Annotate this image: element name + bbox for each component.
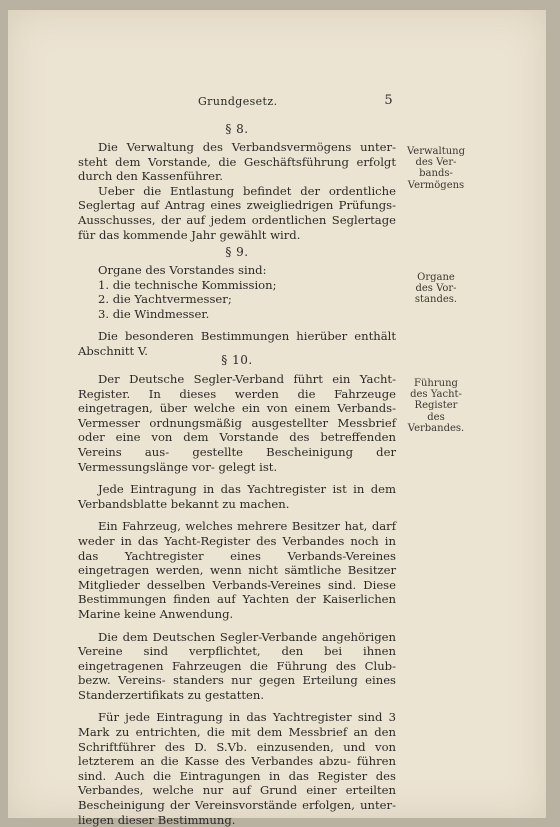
text-line: Register. In dieses werden die Fahrzeuge eingetragen, — [78, 386, 396, 416]
section-9-margin-note — [400, 272, 472, 306]
text-line: Die besonderen Bestimmungen hierüber enthält — [98, 329, 396, 344]
section-8-margin-note — [400, 146, 472, 191]
text-line: ordnungsmäßig ausgestellter Messbrief oder eine — [78, 415, 397, 445]
margin-line: bands- — [419, 168, 453, 180]
text-line: Bestimmungen finden auf Yachten der Kaiserlichen — [78, 592, 396, 607]
paragraph — [78, 372, 396, 474]
margin-line: standes. — [414, 294, 458, 306]
book-page — [8, 10, 546, 827]
margin-line: Vermögens — [407, 179, 465, 191]
list-intro: Organe des Vorstandes sind: — [98, 263, 267, 277]
margin-line: Verwaltung — [406, 146, 466, 157]
list-item: 2. die Yachtvermesser; — [98, 292, 232, 307]
text-line: von dem Vorstande des betreffenden Vereins aus- — [78, 430, 397, 459]
paragraph — [78, 140, 396, 184]
text-line: des Verbandes, welche nur auf Grund einer erteilten — [78, 768, 396, 798]
text-line: 3 Mark zu entrichten, die mit dem Messbrief an — [78, 710, 397, 740]
text-line: Der Deutsche Segler-Verband führt ein Yacht- — [98, 372, 396, 386]
text-line: darf weder in das Yacht-Register des Verbandes — [78, 519, 396, 548]
text-line: Seglertag auf Antrag eines zweigliedrigen Prüfungs- — [78, 198, 396, 213]
text-line: eingetragen werden, wenn nicht sämtliche Besitzer — [78, 563, 396, 578]
running-title: Grundgesetz. — [198, 95, 278, 108]
text-line: Jede Eintragung in das Yachtregister ist in dem — [98, 482, 396, 497]
text-line: von letzterem an die Kasse des Verbandes abzu- — [78, 739, 397, 769]
margin-line: Register — [414, 400, 458, 412]
text-line: führen sind. Auch die Eintragungen in das Register — [78, 754, 397, 783]
text-line: Fahrzeugen die Führung des Club- bezw. Vereins- — [78, 658, 396, 688]
section-10-heading: § 10. — [221, 353, 253, 367]
text-line: Bescheinigung der Vereinsvorstände erfolgen, unter- — [78, 798, 396, 813]
section-8-body — [78, 140, 396, 242]
list-item: 3. die Windmesser. — [98, 306, 210, 321]
text-line: Verbandsblatte bekannt zu machen. — [78, 496, 290, 511]
text-line: liegen dieser Bestimmung. — [78, 812, 236, 827]
running-header — [198, 95, 393, 108]
text-line: Ueber die Entlastung befindet der ordentliche — [98, 183, 396, 198]
margin-line: des Vor- — [415, 283, 457, 295]
margin-line: Führung — [414, 378, 458, 389]
text-line: noch in das Yachtregister eines Verbands-Vereines — [78, 533, 396, 563]
margin-line: des — [427, 411, 445, 423]
margin-line: des Ver- — [415, 157, 457, 169]
page-number: 5 — [384, 93, 393, 108]
text-line: Für jede Eintragung in das Yachtregister sind — [98, 710, 383, 725]
text-line: gestellte Bescheinigung der Vermessungslänge vor- — [78, 444, 396, 474]
section-10-margin-note — [400, 378, 472, 434]
text-line: über welche ein von einem Verbands-Vermesser — [78, 401, 397, 430]
text-line: durch den Kassenführer. — [78, 169, 223, 184]
text-line: steht dem Vorstande, die Geschäftsführung erfolgt — [78, 154, 396, 169]
text-line: Marine keine Anwendung. — [78, 606, 234, 621]
text-line: Die Verwaltung des Verbandsvermögens unter- — [98, 140, 396, 154]
list-item: 1. die technische Kommission; — [98, 277, 277, 292]
section-9-heading: § 9. — [225, 245, 249, 259]
paragraph — [78, 482, 396, 511]
margin-line: Verbandes. — [407, 422, 465, 434]
margin-line: des Yacht- — [410, 389, 462, 401]
text-line: gelegt ist. — [218, 459, 278, 474]
paragraph — [78, 710, 396, 827]
text-line: Ein Fahrzeug, welches mehrere Besitzer hat, — [98, 519, 368, 534]
text-line: Ausschusses, der auf jedem ordentlichen Seglertage — [78, 212, 396, 227]
text-line: zu gestatten. — [187, 687, 265, 702]
text-line: Vereine sind verpflichtet, den bei ihnen eingetragenen — [78, 644, 396, 673]
section-10-body — [78, 372, 396, 827]
section-9-body — [78, 263, 396, 359]
paragraph — [78, 519, 396, 621]
text-line: Abschnitt V. — [78, 343, 148, 358]
text-line: Mitglieder desselben Verbands-Vereines sind. Diese — [78, 577, 396, 592]
text-line: standers nur gegen Erteilung eines Standerzertifikats — [78, 673, 396, 702]
text-line: für das kommende Jahr gewählt wird. — [78, 227, 301, 242]
margin-line: Organe — [417, 272, 455, 283]
paragraph — [78, 630, 396, 703]
section-8-heading: § 8. — [225, 122, 249, 136]
text-line: Die dem Deutschen Segler-Verbande angehörigen — [98, 629, 396, 644]
text-line: den Schriftführer des D. S.Vb. einzusenden, und — [78, 725, 396, 754]
paragraph — [78, 184, 396, 242]
